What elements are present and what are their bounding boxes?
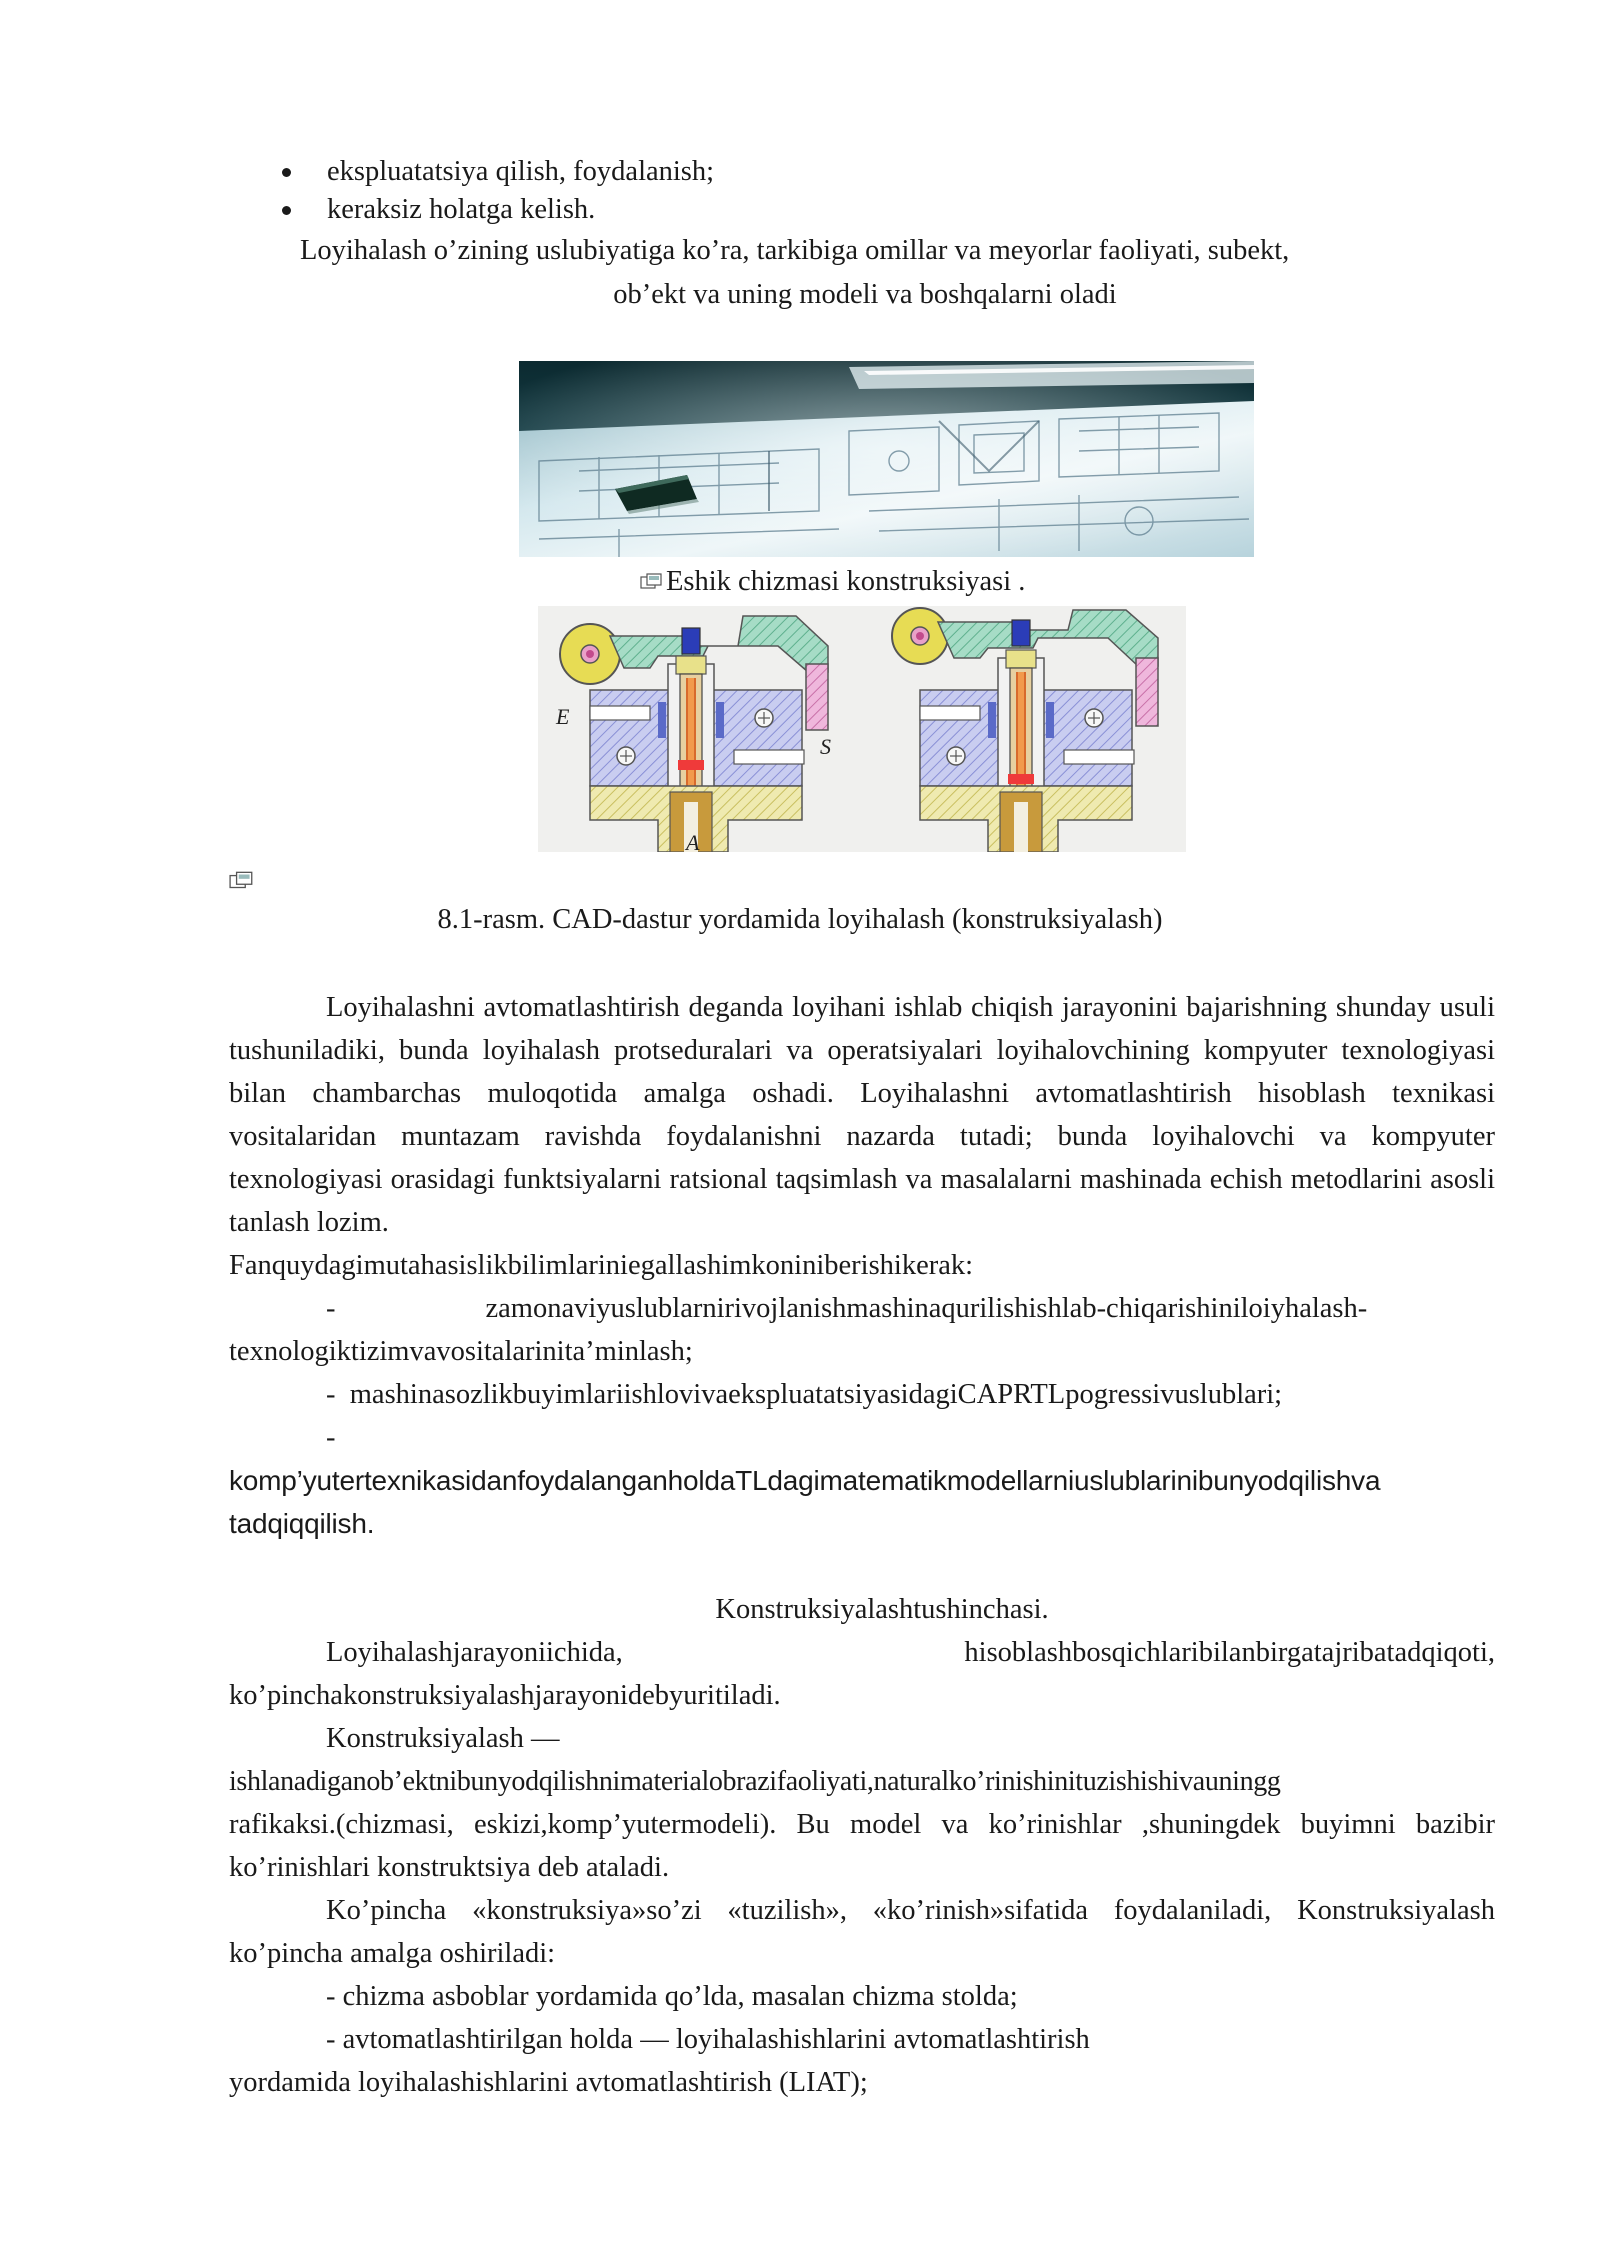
intro-line: ob’ekt va uning modeli va boshqalarni oladi xyxy=(613,279,1117,310)
list-item: - avtomatlashtirilgan holda — loyihalashishlarini avtomatlashtirish xyxy=(326,2024,1090,2055)
dash: - xyxy=(326,1293,336,1324)
section-title: Konstruksiyalashtushinchasi. xyxy=(715,1594,1049,1625)
image-placeholder-icon xyxy=(229,871,255,896)
paragraph: yordamida loyihalashishlarini avtomatlashtirish (LIAT); xyxy=(229,2067,868,2098)
paragraph-continuation: rafikaksi.(chizmasi, eskizi,komp’yutermodeli). Bu model va ko’rinishlar ,shuningdek buyimni bazibir ko’rinishlari konstruktsiya deb ataladi. xyxy=(229,1809,1495,1883)
dash-item xyxy=(229,1416,1495,1459)
paragraph-left: Loyihalashjarayoniichida, xyxy=(326,1637,623,1668)
dash: - xyxy=(326,1422,336,1453)
intro-line: Loyihalash o’zining uslubiyatiga ko’ra, tarkibiga omillar va meyorlar faoliyati, subekt, xyxy=(300,235,1290,266)
dash-item-text: komp’yutertexnikasidanfoydalanganholdaTLdagimatematikmodellarniuslublarinibunyodqilishva xyxy=(229,1465,1381,1496)
paragraph: Ko’pincha «konstruksiya»so’zi «tuzilish», «ko’rinish»sifatida foydalaniladi, Konstruksiyalash ko’pincha amalga oshiriladi: xyxy=(229,1895,1495,1969)
paragraph xyxy=(229,1631,1495,1674)
port-label-e: E xyxy=(556,704,570,729)
dash-item-continuation: texnologiktizimvavositalarinita’minlash; xyxy=(229,1336,693,1367)
list-item: - chizma asboblar yordamida qo’lda, masalan chizma stolda; xyxy=(326,1981,1018,2012)
port-label-s: S xyxy=(820,734,831,759)
image-placeholder-icon xyxy=(640,563,664,603)
paragraph: Loyihalashni avtomatlashtirish deganda loyihani ishlab chiqish jarayonini bajarishning shunday usuli tushuniladiki, bunda loyihalash protseduralari va operatsiyalari loyihalovchining kompyuter texnologiyasi bilan chambarchas muloqotida amalga oshadi. Loyihalashni avtomatlashtirish hisoblash texnikasi vositalaridan muntazam ravishda foydalanishni nazarda tutadi; bunda loyihalovchi va kompyuter texnologiyasi orasidagi funktsiyalarni ratsional taqsimlash va masalalarni mashinada echish metodlarini asosli tanlash lozim. xyxy=(229,992,1495,1238)
dash-item-continuation: tadqiqqilish. xyxy=(229,1508,375,1539)
body-text xyxy=(229,986,1495,2104)
intro-paragraph xyxy=(300,229,1470,317)
figure-caption: 8.1-rasm. CAD-dastur yordamida loyihalash (konstruksiyalash) xyxy=(437,904,1163,935)
paragraph: Fanquydagimutahasislikbilimlariniegallashimkoniniberishikerak: xyxy=(229,1250,974,1281)
dash-item-text: mashinasozlikbuyimlariishlovivaekspluatatsiyasidagiCAPRTLpogressivuslublari; xyxy=(349,1379,1283,1410)
paragraph-continuation: ko’pinchakonstruksiyalashjarayonidebyuritiladi. xyxy=(229,1680,781,1711)
spacer xyxy=(229,1545,1495,1588)
photo-caption-text: Eshik chizmasi konstruksiyasi . xyxy=(666,566,1026,597)
paragraph-continuation: ishlanadiganob’ektnibunyodqilishnimaterialobrazifaoliyati,naturalko’rinishinituzishishivauningg xyxy=(229,1766,1281,1797)
photo-caption xyxy=(640,562,1025,603)
dash: - xyxy=(326,1379,336,1410)
dash-item-text: zamonaviyuslublarnirivojlanishmashinaqurilishishlab-chiqarishiniloiyhalash- xyxy=(485,1293,1368,1324)
blueprint-photo xyxy=(519,361,1254,557)
valve-cross-section-image xyxy=(538,606,1186,852)
bullet-list xyxy=(270,153,714,229)
paragraph: Konstruksiyalash — xyxy=(326,1723,560,1754)
dash-item xyxy=(229,1373,1495,1416)
port-label-a: A xyxy=(686,830,700,852)
paragraph-right: hisoblashbosqichlaribilanbirgatajribatadqiqoti, xyxy=(964,1637,1495,1668)
bullet-item: ekspluatatsiya qilish, foydalanish; xyxy=(270,153,714,191)
dash-item xyxy=(229,1287,1495,1330)
bullet-item: keraksiz holatga kelish. xyxy=(270,191,714,229)
